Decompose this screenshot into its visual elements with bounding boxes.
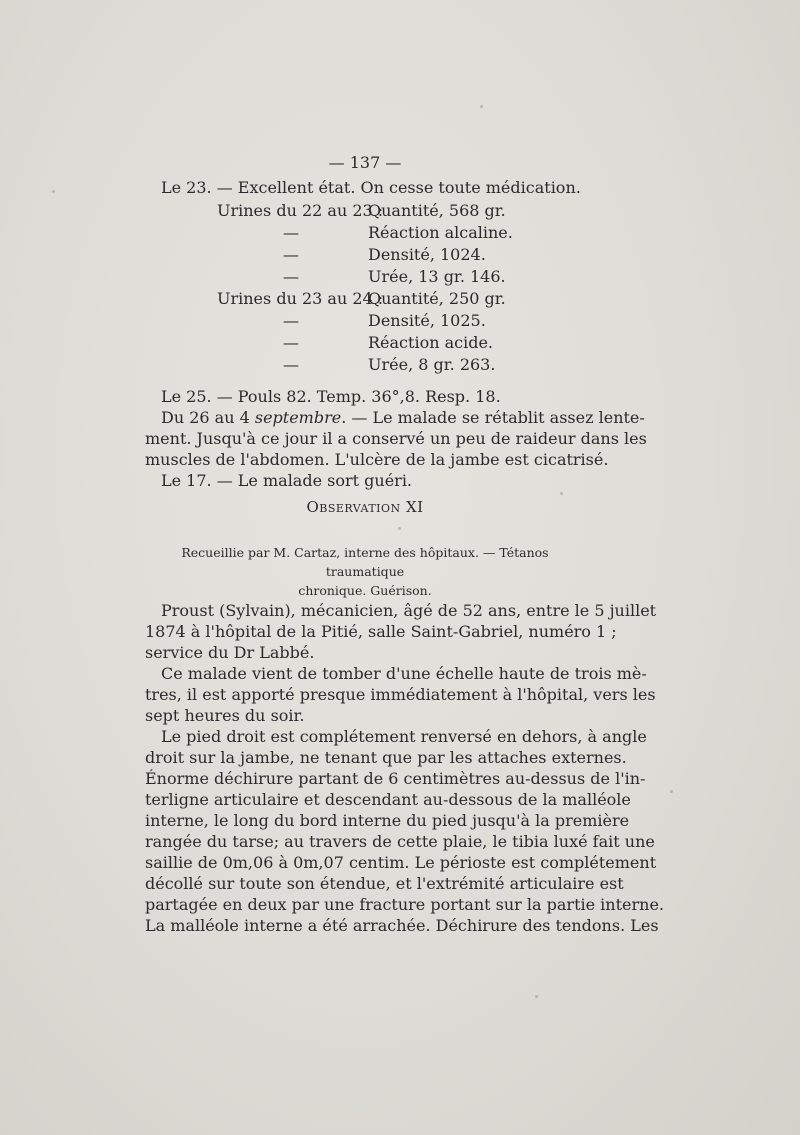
paper-speck [560, 492, 563, 495]
para1-line-4: muscles de l'abdomen. L'ulcère de la jambe est cicatrisé. [145, 450, 609, 469]
paper-speck [480, 105, 483, 108]
summary-line-1: Recueillie par M. Cartaz, interne des hôpitaux. — Tétanos traumatique [181, 545, 549, 579]
log-line-1: Le 23. — Excellent état. On cesse toute médication. [161, 178, 581, 197]
summary-line-2: chronique. Guérison. [298, 583, 432, 598]
para2-line-13: saillie de 0m,06 à 0m,07 centim. Le périoste est complétement [145, 853, 657, 872]
observation-summary [160, 543, 570, 600]
log-line-3-dash: — [283, 223, 299, 242]
month-italic: septembre [254, 408, 342, 427]
log-line-3-value: Réaction alcaline. [368, 223, 513, 242]
para2-line-2: 1874 à l'hôpital de la Pitié, salle Saint-Gabriel, numéro 1 ; [145, 622, 617, 641]
log-line-7-value: Densité, 1025. [368, 311, 486, 330]
log-line-4-value: Densité, 1024. [368, 245, 486, 264]
para2-line-4: Ce malade vient de tomber d'une échelle haute de trois mè- [161, 664, 647, 683]
log-line-2-value: Quantité, 568 gr. [368, 201, 506, 220]
para2-line-9: Énorme déchirure partant de 6 centimètres au-dessus de l'in- [145, 769, 646, 788]
para2-line-15: partagée en deux par une fracture portant sur la partie interne. [145, 895, 664, 914]
para2-line-7: Le pied droit est complétement renversé en dehors, à angle [161, 727, 647, 746]
log-line-9-value: Urée, 8 gr. 263. [368, 355, 496, 374]
para2-line-6: sept heures du soir. [145, 706, 305, 725]
para2-line-3: service du Dr Labbé. [145, 643, 315, 662]
heading-numeral: XI [405, 498, 424, 516]
para2-line-10: terligne articulaire et descendant au-dessous de la malléole [145, 790, 631, 809]
paper-speck [52, 190, 55, 193]
heading-word: Observation [306, 498, 401, 516]
log-line-5-value: Urée, 13 gr. 146. [368, 267, 506, 286]
section-heading [0, 498, 730, 516]
log-line-2-label: Urines du 22 au 23 : [217, 201, 384, 220]
log-line-7-dash: — [283, 311, 299, 330]
para1-line-5: Le 17. — Le malade sort guéri. [161, 471, 413, 490]
paper-speck [398, 527, 401, 530]
log-line-5-dash: — [283, 267, 299, 286]
para2-line-1: Proust (Sylvain), mécanicien, âgé de 52 ans, entre le 5 juillet [161, 601, 657, 620]
log-line-6-value: Quantité, 250 gr. [368, 289, 506, 308]
log-line-8-value: Réaction acide. [368, 333, 493, 352]
para2-line-12: rangée du tarse; au travers de cette plaie, le tibia luxé fait une [145, 832, 655, 851]
para1-line-3: ment. Jusqu'à ce jour il a conservé un peu de raideur dans les [145, 429, 647, 448]
paragraph-progress [145, 386, 647, 491]
para2-line-11: interne, le long du bord interne du pied jusqu'à la première [145, 811, 630, 830]
para2-line-5: tres, il est apporté presque immédiatement à l'hôpital, vers les [145, 685, 656, 704]
log-line-8-dash: — [283, 333, 299, 352]
para2-line-14: décollé sur toute son étendue, et l'extrémité articulaire est [145, 874, 624, 893]
paragraph-case [145, 600, 664, 936]
log-line-9-dash: — [283, 355, 299, 374]
page-number: — 137 — [328, 153, 402, 172]
paper-speck [535, 995, 538, 998]
para2-line-16: La malléole interne a été arrachée. Déchirure des tendons. Les [145, 916, 659, 935]
log-line-4-dash: — [283, 245, 299, 264]
para2-line-8: droit sur la jambe, ne tenant que par les attaches externes. [145, 748, 627, 767]
paper-speck [670, 790, 673, 793]
para1-line-2: Du 26 au 4 septembre. — Le malade se rétablit assez lente- [161, 408, 645, 427]
log-line-6-label: Urines du 23 au 24 : [217, 289, 384, 308]
para1-line-1: Le 25. — Pouls 82. Temp. 36°,8. Resp. 18. [161, 387, 501, 406]
